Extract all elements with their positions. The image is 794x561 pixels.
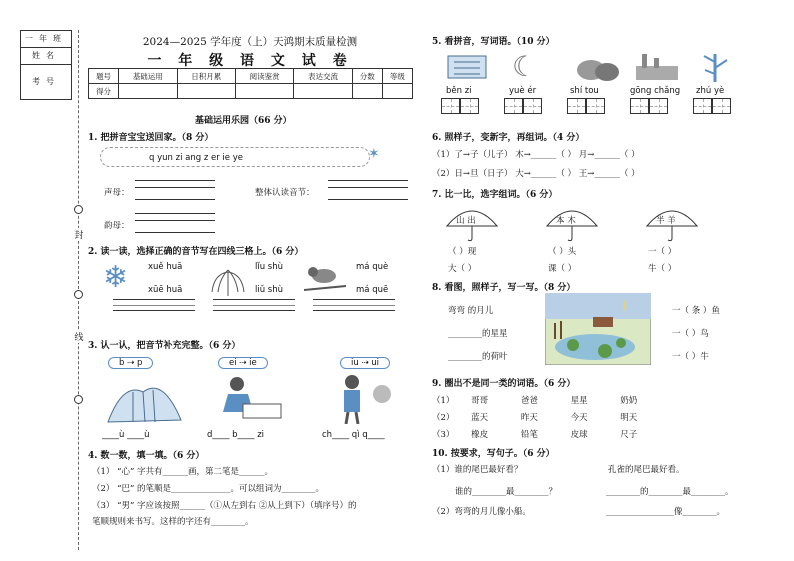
word[interactable]: 蓝天 — [471, 413, 489, 423]
q9-row — [432, 428, 732, 440]
character-box[interactable] — [504, 98, 523, 114]
word[interactable]: 哥哥 — [471, 396, 489, 406]
binding-hole — [74, 290, 83, 299]
q4-item[interactable]: 笔顺规则来书写。这样的字还有________。 — [92, 517, 254, 527]
q4-item[interactable]: （2） “巴” 的笔顺是______________。可以组词为________。 — [92, 484, 325, 494]
q10-blank[interactable]: 谁的________最________？ — [455, 487, 558, 497]
q8-right-line[interactable]: 一（ 条 ）鱼 — [672, 306, 720, 316]
character-box[interactable] — [586, 98, 605, 114]
phoneme-tag: b ⇢ p — [108, 357, 153, 369]
student-info-box — [20, 30, 72, 100]
score-header: 基础运用 — [119, 69, 177, 84]
pond-night-image — [545, 293, 651, 365]
pinyin-option[interactable]: má què — [356, 262, 389, 272]
class-field[interactable]: 一年班 — [21, 31, 71, 48]
q6-row[interactable]: （2）日→旦（日子） 大→______（ ） 王→______（ ） — [432, 169, 640, 179]
zhengti-label: 整体认读音节： — [255, 188, 315, 198]
pinyin-option[interactable]: má quē — [356, 285, 389, 295]
word[interactable]: 星星 — [570, 396, 588, 406]
writing-lines[interactable] — [113, 299, 195, 311]
notebook-icon — [444, 52, 490, 82]
score-row-label: 得分 — [89, 84, 119, 99]
binding-text: 线 — [74, 330, 84, 343]
q2-title: 2. 读一读，选择正确的音节写在四线三格上。（6 分） — [88, 247, 304, 257]
q8-left-line[interactable]: ________的星星 — [448, 329, 508, 339]
q9-row — [432, 394, 732, 406]
q7-blank[interactable]: （ ）现 — [448, 247, 477, 257]
name-field[interactable]: 姓名 — [21, 48, 71, 65]
word[interactable]: 尺子 — [620, 430, 638, 440]
pinyin-prompt: shí tou — [570, 86, 599, 96]
star-icon: ✶ — [368, 146, 380, 162]
character-box[interactable] — [712, 98, 731, 114]
character-box[interactable] — [693, 98, 712, 114]
character-box[interactable] — [649, 98, 668, 114]
willow-tree-icon — [208, 258, 248, 296]
q7-blank[interactable]: （ ）头 — [548, 247, 577, 257]
q10-title: 10. 按要求，写句子。（6 分） — [432, 449, 555, 459]
pinyin-option[interactable]: liǔ shù — [255, 285, 284, 295]
pinyin-prompt: zhú yè — [696, 86, 725, 96]
character-box[interactable] — [441, 98, 460, 114]
q10-blank[interactable]: ________的________最________。 — [606, 487, 734, 497]
pinyin-blank[interactable]: ____ù ____ù — [102, 430, 150, 440]
score-cell[interactable] — [294, 84, 352, 99]
child-ball-image — [322, 372, 402, 424]
score-header: 日积月累 — [177, 69, 235, 84]
character-box[interactable] — [567, 98, 586, 114]
q10-prompt: （2）弯弯的月儿像小船。 — [432, 507, 531, 517]
pinyin-option[interactable]: xuě huā — [148, 262, 183, 272]
q9-num: （3） — [432, 430, 455, 440]
exam-title: 2024—2025 学年度（上）天鸿期末质量检测 — [142, 36, 358, 48]
q10-example: 孔雀的尾巴最好看。 — [608, 465, 685, 475]
sparrow-icon — [302, 262, 348, 296]
q8-title: 8. 看图，照样子，写一写。（8 分） — [432, 283, 576, 293]
word[interactable]: 皮球 — [570, 430, 588, 440]
q8-left-line[interactable]: 弯弯 的月儿 — [448, 306, 494, 316]
zhengti-lines[interactable] — [328, 180, 408, 200]
q1-title: 1. 把拼音宝宝送回家。（8 分） — [88, 133, 214, 143]
q10-blank[interactable]: ________________像________。 — [606, 507, 726, 517]
q7-blank[interactable]: 牛（ ） — [648, 264, 677, 274]
q8-left-line[interactable]: ________的荷叶 — [448, 352, 508, 362]
writing-lines[interactable] — [213, 299, 295, 311]
score-cell[interactable] — [177, 84, 235, 99]
character-box[interactable] — [630, 98, 649, 114]
yunmu-lines[interactable] — [135, 213, 215, 233]
binding-hole — [74, 205, 83, 214]
character-box[interactable] — [523, 98, 542, 114]
binding-hole — [74, 395, 83, 404]
phoneme-tag: ei ⇢ ie — [218, 357, 268, 369]
child-writing-image — [213, 372, 285, 424]
word[interactable]: 橡皮 — [471, 430, 489, 440]
word[interactable]: 铅笔 — [520, 430, 538, 440]
q4-title: 4. 数一数，填一填。（6 分） — [88, 451, 205, 461]
pinyin-blank[interactable]: d____ b____ zi — [207, 430, 265, 440]
pinyin-prompt: yuè ér — [509, 86, 537, 96]
q4-item[interactable]: （3） “男” 字应该按照______（①从左到右 ②从上到下）（填序号）的 — [92, 501, 357, 511]
word[interactable]: 奶奶 — [620, 396, 638, 406]
score-header: 分数 — [352, 69, 382, 84]
q6-title: 6. 照样子，变新字，再组词。（4 分） — [432, 133, 585, 143]
q9-num: （2） — [432, 413, 455, 423]
score-cell[interactable] — [382, 84, 412, 99]
pinyin-option[interactable]: xūē huā — [148, 285, 183, 295]
phoneme-tag: iu ⇢ ui — [340, 357, 390, 369]
pinyin-prompt: běn zi — [446, 86, 472, 96]
pinyin-blank[interactable]: ch____ qì q____ — [322, 430, 385, 440]
q4-item[interactable]: （1） “心” 字共有______画，第二笔是______。 — [92, 467, 274, 477]
score-cell[interactable] — [119, 84, 177, 99]
section-title: 基础运用乐园（66 分） — [195, 116, 292, 126]
q7-title: 7. 比一比，选字组词。（6 分） — [432, 190, 558, 200]
id-field[interactable]: 考号 — [32, 77, 60, 86]
score-cell[interactable] — [235, 84, 293, 99]
yunmu-label: 韵母： — [104, 221, 130, 231]
word[interactable]: 昨天 — [520, 413, 538, 423]
score-cell[interactable] — [352, 84, 382, 99]
q6-row[interactable]: （1）了→子（儿子） 木→______（ ） 月→______（ ） — [432, 150, 640, 160]
character-box[interactable] — [460, 98, 479, 114]
q9-title: 9. 圈出不是同一类的词语。（6 分） — [432, 379, 576, 389]
q9-num: （1） — [432, 396, 455, 406]
q10-prompt: （1）谁的尾巴最好看？ — [432, 465, 523, 475]
q3-title: 3. 认一认，把音节补充完整。（6 分） — [88, 341, 241, 351]
snowflake-icon: ❄ — [103, 260, 129, 295]
q8-right-line[interactable]: 一（ ）牛 — [672, 352, 709, 362]
pinyin-ribbon — [100, 147, 370, 167]
q7-blank[interactable]: 课（ ） — [548, 264, 577, 274]
score-header: 等级 — [382, 69, 412, 84]
pinyin-option[interactable]: lǐu shù — [255, 262, 284, 272]
q5-title: 5. 看拼音，写词语。（10 分） — [432, 37, 555, 47]
factory-icon — [632, 50, 682, 82]
shengmu-lines[interactable] — [135, 180, 215, 200]
score-header: 题号 — [89, 69, 119, 84]
score-table — [88, 68, 413, 99]
binding-text: 封 — [74, 228, 84, 241]
score-header: 表达交流 — [294, 69, 352, 84]
umbrella-chars: 本 木 — [556, 216, 576, 226]
waterfall-image — [103, 372, 185, 424]
moon-icon: ☾ — [512, 50, 538, 83]
umbrella-chars: 半 羊 — [656, 216, 676, 226]
pinyin-letters: q yun zi ang z er ie ye — [149, 153, 243, 163]
q8-right-line[interactable]: 一（ ）鸟 — [672, 329, 709, 339]
q9-row — [432, 411, 732, 423]
q7-blank[interactable]: 一（ ） — [648, 247, 677, 257]
paper-title: 一 年 级 语 文 试 卷 — [147, 53, 353, 69]
score-header: 阅读鉴赏 — [235, 69, 293, 84]
word[interactable]: 爸爸 — [520, 396, 538, 406]
umbrella-chars: 山 出 — [456, 216, 476, 226]
pinyin-prompt: gōng chǎng — [630, 86, 681, 96]
bamboo-icon — [700, 50, 730, 84]
shengmu-label: 声母： — [104, 188, 130, 198]
word[interactable]: 今天 — [570, 413, 588, 423]
q7-blank[interactable]: 大（ ） — [448, 264, 477, 274]
writing-lines[interactable] — [313, 299, 395, 311]
stone-icon — [575, 54, 621, 82]
word[interactable]: 明天 — [620, 413, 638, 423]
